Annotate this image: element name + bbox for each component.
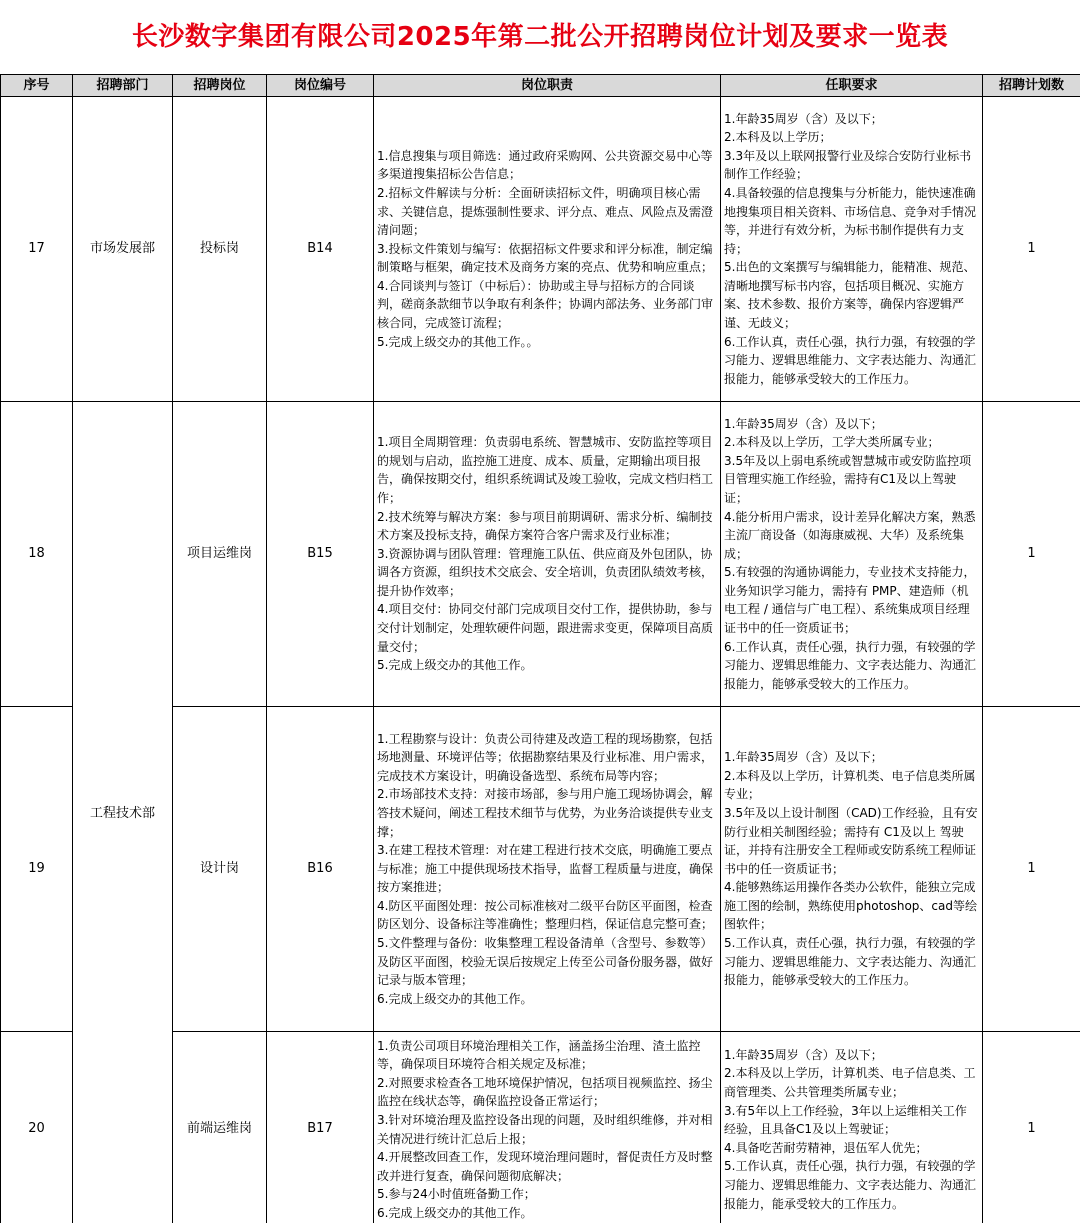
duty-line: 3.在建工程技术管理：对在建工程进行技术交底，明确施工要点与标准；施工中提供现场技术指导，监督工程质量与进度，确保按方案推进； [377,843,714,895]
duty-line: 6.完成上级交办的其他工作。 [377,1205,533,1220]
requirement-line: 3.5年及以上弱电系统或智慧城市或安防监控项目管理实施工作经验，需持有C1及以上驾驶证； [724,453,972,505]
duty-line: 1.负责公司项目环境治理相关工作，涵盖扬尘治理、渣土监控等，确保项目环境符合相关规定及标准； [377,1038,701,1072]
duty-line: 4.项目交付：协同交付部门完成项目交付工作，提供协助，参与交付计划制定，处理软硬件问题，跟进需求变更，保障项目高质量交付； [377,602,714,654]
duty-line: 4.防区平面图处理：按公司标准核对二级平台防区平面图，检查防区划分、设备标注等准确性；整理归档，保证信息完整可查； [377,898,714,932]
requirement-line: 3.3年及以上联网报警行业及综合安防行业标书制作工作经验； [724,148,972,182]
header-department: 招聘部门 [73,75,173,97]
requirements-cell [721,707,983,1032]
duty-line: 2.技术统筹与解决方案：参与项目前期调研、需求分析、编制技术方案及投标支持，确保方案符合客户需求及行业标准； [377,509,713,543]
requirement-line: 3.有5年以上工作经验，3年以上运维相关工作经验，且具备C1及以上驾驶证； [724,1103,967,1137]
count-cell: 1 [983,707,1080,1032]
position-cell: 投标岗 [173,97,267,402]
duty-line: 4.开展整改回查工作，发现环境治理问题时，督促责任方及时整改并进行复查，确保问题彻底解决； [377,1150,713,1183]
count-cell: 1 [983,97,1080,402]
duty-line: 5.文件整理与备份：收集整理工程设备清单（含型号、参数等）及防区平面图，校验无误后按规定上传至公司备份服务器，做好记录与版本管理； [377,936,714,988]
requirement-line: 3.5年及以上设计制图（CAD)工作经验，且有安防行业相关制图经验；需持有 C1及以上 驾驶证，并持有注册安全工程师或安防系统工程师证书中的任一资质证书； [724,805,978,876]
seq-cell: 18 [1,402,73,707]
position-cell: 设计岗 [173,707,267,1032]
duty-line: 5.完成上级交办的其他工作。。 [377,334,539,349]
requirement-line: 6.工作认真，责任心强，执行力强，有较强的学习能力、逻辑思维能力、文字表达能力、沟通汇报能力，能够承受较大的工作压力。 [724,639,977,691]
requirement-line: 2.本科及以上学历，计算机类、电子信息类所属专业； [724,768,976,802]
duties-cell [374,97,721,402]
duties-cell [374,707,721,1032]
code-cell: B15 [267,402,374,707]
duty-line: 3.投标文件策划与编写：依据招标文件要求和评分标准，制定编制策略与框架，确定技术及商务方案的亮点、优势和响应重点； [377,241,714,275]
recruitment-table [0,74,1080,1223]
requirement-line: 5.工作认真，责任心强，执行力强，有较强的学习能力、逻辑思维能力、文字表达能力、沟通汇报能力，能承受较大的工作压力。 [724,1159,977,1211]
requirement-line: 1.年龄35周岁（含）及以下； [724,1047,883,1062]
requirement-line: 5.有较强的沟通协调能力，专业技术支持能力，业务知识学习能力，需持有 PMP、建造师（机电工程 / 通信与广电工程）、系统集成项目经理证书中的任一资质证书； [724,565,976,636]
duty-line: 4.合同谈判与签订（中标后）：协助或主导与招标方的合同谈判，磋商条款细节以争取有利条件；协调内部法务、业务部门审核合同，完成签订流程； [377,278,714,331]
requirement-line: 5.工作认真，责任心强，执行力强，有较强的学习能力、逻辑思维能力、文字表达能力、沟通汇报能力，能够承受较大的工作压力。 [724,936,977,988]
requirement-line: 4.能分析用户需求，设计差异化解决方案，熟悉主流厂商设备（如海康威视、大华）及系统集成； [724,509,976,561]
requirement-line: 1.年龄35周岁（含）及以下； [724,750,883,765]
code-cell: B16 [267,707,374,1032]
table-row [1,402,1080,707]
header-position: 招聘岗位 [173,75,267,97]
seq-cell: 20 [1,1032,73,1223]
duty-line: 6.完成上级交办的其他工作。 [377,991,533,1006]
header-count: 招聘计划数 [983,75,1080,97]
requirement-line: 4.能够熟练运用操作各类办公软件，能独立完成施工图的绘制，熟练使用photoshop、cad等绘图软件； [724,880,977,932]
department-cell: 工程技术部 [73,402,173,1223]
duty-line: 3.针对环境治理及监控设备出现的问题，及时组织维修，并对相关情况进行统计汇总后上报； [377,1112,713,1146]
header-seq: 序号 [1,75,73,97]
requirement-line: 6.工作认真，责任心强，执行力强，有较强的学习能力、逻辑思维能力、文字表达能力、沟通汇报能力，能够承受较大的工作压力。 [724,334,977,386]
duties-cell [374,1032,721,1223]
duties-cell [374,402,721,707]
duty-line: 5.完成上级交办的其他工作。 [377,658,533,673]
duty-line: 2.市场部技术支持：对接市场部，参与用户施工现场协调会，解答技术疑问，阐述工程技术细节与优势，为业务洽谈提供专业支撑； [377,787,714,839]
duty-line: 1.信息搜集与项目筛选：通过政府采购网、公共资源交易中心等多渠道搜集招标公告信息； [377,148,713,182]
duty-line: 2.对照要求检查各工地环境保护情况，包括项目视频监控、扬尘监控在线状态等，确保监控设备正常运行； [377,1075,713,1109]
page-title: 长沙数字集团有限公司2025年第二批公开招聘岗位计划及要求一览表 [131,22,949,52]
requirements-cell [721,1032,983,1223]
duty-line: 2.招标文件解读与分析：全面研读招标文件，明确项目核心需求、关键信息，提炼强制性要求、评分点、难点、风险点及需澄清问题； [377,185,714,238]
requirement-line: 2.本科及以上学历； [724,130,832,145]
duty-line: 1.项目全周期管理：负责弱电系统、智慧城市、安防监控等项目的规划与启动，监控施工进度、成本、质量，定期输出项目报告，确保按期交付，组织系统调试及竣工验收，完成文档归档工作； [377,435,714,505]
requirements-cell [721,402,983,707]
count-cell: 1 [983,402,1080,707]
seq-cell: 17 [1,97,73,402]
header-row [1,75,1080,97]
requirement-line: 1.年龄35周岁（含）及以下； [724,111,883,126]
header-duties: 岗位职责 [374,75,721,97]
requirement-line: 4.具备较强的信息搜集与分析能力，能快速准确地搜集项目相关资料、市场信息、竞争对手情况等，并进行有效分析，为标书制作提供有力支持； [724,185,977,256]
requirement-line: 2.本科及以上学历，工学大类所属专业； [724,435,940,450]
code-cell: B17 [267,1032,374,1223]
requirement-line: 5.出色的文案撰写与编辑能力，能精准、规范、清晰地撰写标书内容，包括项目概况、实施方案、技术参数、报价方案等，确保内容逻辑严谨、无歧义； [724,260,976,331]
code-cell: B14 [267,97,374,402]
count-cell: 1 [983,1032,1080,1223]
position-cell: 前端运维岗 [173,1032,267,1223]
header-requirements: 任职要求 [721,75,983,97]
requirement-line: 4.具备吃苦耐劳精神，退伍军人优先； [724,1140,928,1155]
duty-line: 1.工程勘察与设计：负责公司待建及改造工程的现场勘察，包括场地测量、环境评估等；依据勘察结果及行业标准、用户需求，完成技术方案设计，明确设备选型、系统布局等内容； [377,731,714,783]
department-cell: 市场发展部 [73,97,173,402]
header-code: 岗位编号 [267,75,374,97]
requirements-cell [721,97,983,402]
seq-cell: 19 [1,707,73,1032]
table-row [1,97,1080,402]
duty-line: 5.参与24小时值班备勤工作； [377,1187,536,1202]
requirement-line: 1.年龄35周岁（含）及以下； [724,416,883,431]
position-cell: 项目运维岗 [173,402,267,707]
duty-line: 3.资源协调与团队管理：管理施工队伍、供应商及外包团队，协调各方资源，组织技术交底会、安全培训，负责团队绩效考核，提升协作效率； [377,546,714,598]
requirement-line: 2.本科及以上学历，计算机类、电子信息类、工商管理类、公共管理类所属专业； [724,1066,976,1100]
